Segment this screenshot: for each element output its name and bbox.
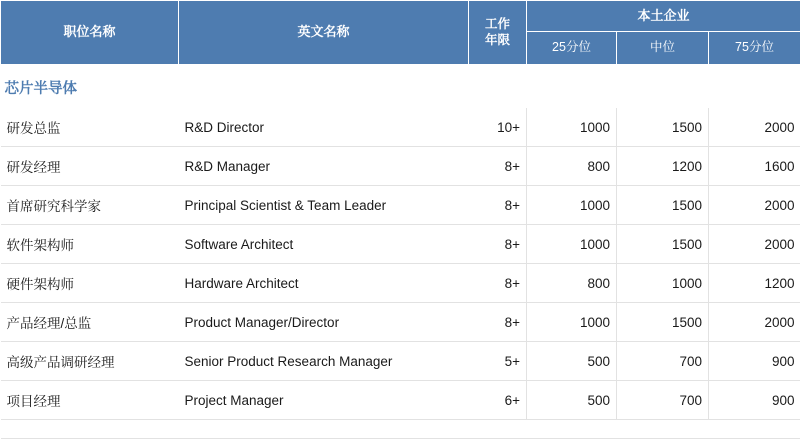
- cell-years: 8+: [469, 186, 527, 225]
- section-header-cell: [1, 65, 800, 109]
- cell-years: 8+: [469, 147, 527, 186]
- cell-median: 1500: [617, 225, 709, 264]
- cell-p75: 1200: [709, 264, 800, 303]
- cell-median: 700: [617, 342, 709, 381]
- cell-years: 5+: [469, 342, 527, 381]
- column-header-p75: 75分位: [709, 32, 800, 65]
- cell-position-cn: 产品经理/总监: [1, 303, 179, 342]
- cell-p25: 800: [527, 147, 617, 186]
- cell-median: 1500: [617, 186, 709, 225]
- cell-median: 1000: [617, 264, 709, 303]
- cell-position-en: Principal Scientist & Team Leader: [179, 186, 469, 225]
- column-header-median: 中位: [617, 32, 709, 65]
- cell-median: 1500: [617, 303, 709, 342]
- cell-position-cn: 项目经理: [1, 381, 179, 420]
- cell-median: 1500: [617, 108, 709, 147]
- cell-position-en: Project Manager: [179, 381, 469, 420]
- column-header-p25: 25分位: [527, 32, 617, 65]
- cell-p75: 2000: [709, 225, 800, 264]
- section-header-row: [1, 65, 800, 109]
- table-row: [1, 225, 800, 264]
- cell-p75: 900: [709, 342, 800, 381]
- table-row: [1, 186, 800, 225]
- table-row: [1, 342, 800, 381]
- cell-p75: 2000: [709, 108, 800, 147]
- table-body: [1, 65, 800, 439]
- cell-position-en: Software Architect: [179, 225, 469, 264]
- cell-position-en: Hardware Architect: [179, 264, 469, 303]
- column-header-position-en: 英文名称: [179, 1, 469, 65]
- column-header-position-cn: 职位名称: [1, 1, 179, 65]
- footer-spacer-cell: [1, 420, 800, 439]
- table-row: [1, 381, 800, 420]
- cell-p25: 1000: [527, 225, 617, 264]
- table-footer-spacer: [1, 420, 800, 439]
- column-header-years: [469, 1, 527, 65]
- cell-p25: 500: [527, 381, 617, 420]
- header-row-top: [1, 1, 800, 32]
- cell-years: 6+: [469, 381, 527, 420]
- table-header: [1, 1, 800, 65]
- table-row: [1, 303, 800, 342]
- cell-position-en: Product Manager/Director: [179, 303, 469, 342]
- cell-p75: 2000: [709, 303, 800, 342]
- table-row: [1, 264, 800, 303]
- cell-years: 10+: [469, 108, 527, 147]
- cell-position-en: R&D Director: [179, 108, 469, 147]
- cell-position-en: Senior Product Research Manager: [179, 342, 469, 381]
- cell-median: 1200: [617, 147, 709, 186]
- cell-p75: 1600: [709, 147, 800, 186]
- cell-position-cn: 软件架构师: [1, 225, 179, 264]
- table-row: [1, 147, 800, 186]
- table-row: [1, 108, 800, 147]
- cell-position-cn: 高级产品调研经理: [1, 342, 179, 381]
- column-group-header-local-enterprise: 本土企业: [527, 1, 800, 32]
- cell-position-en: R&D Manager: [179, 147, 469, 186]
- cell-p75: 2000: [709, 186, 800, 225]
- cell-position-cn: 硬件架构师: [1, 264, 179, 303]
- column-header-years-line2: 年限: [471, 33, 524, 49]
- cell-years: 8+: [469, 264, 527, 303]
- cell-p25: 1000: [527, 186, 617, 225]
- cell-median: 700: [617, 381, 709, 420]
- cell-p25: 1000: [527, 303, 617, 342]
- cell-p25: 800: [527, 264, 617, 303]
- cell-years: 8+: [469, 225, 527, 264]
- cell-position-cn: 首席研究科学家: [1, 186, 179, 225]
- cell-p75: 900: [709, 381, 800, 420]
- cell-years: 8+: [469, 303, 527, 342]
- column-header-years-line1: 工作: [471, 17, 524, 33]
- cell-p25: 500: [527, 342, 617, 381]
- cell-p25: 1000: [527, 108, 617, 147]
- cell-position-cn: 研发经理: [1, 147, 179, 186]
- section-label: 芯片半导体: [5, 81, 78, 97]
- cell-position-cn: 研发总监: [1, 108, 179, 147]
